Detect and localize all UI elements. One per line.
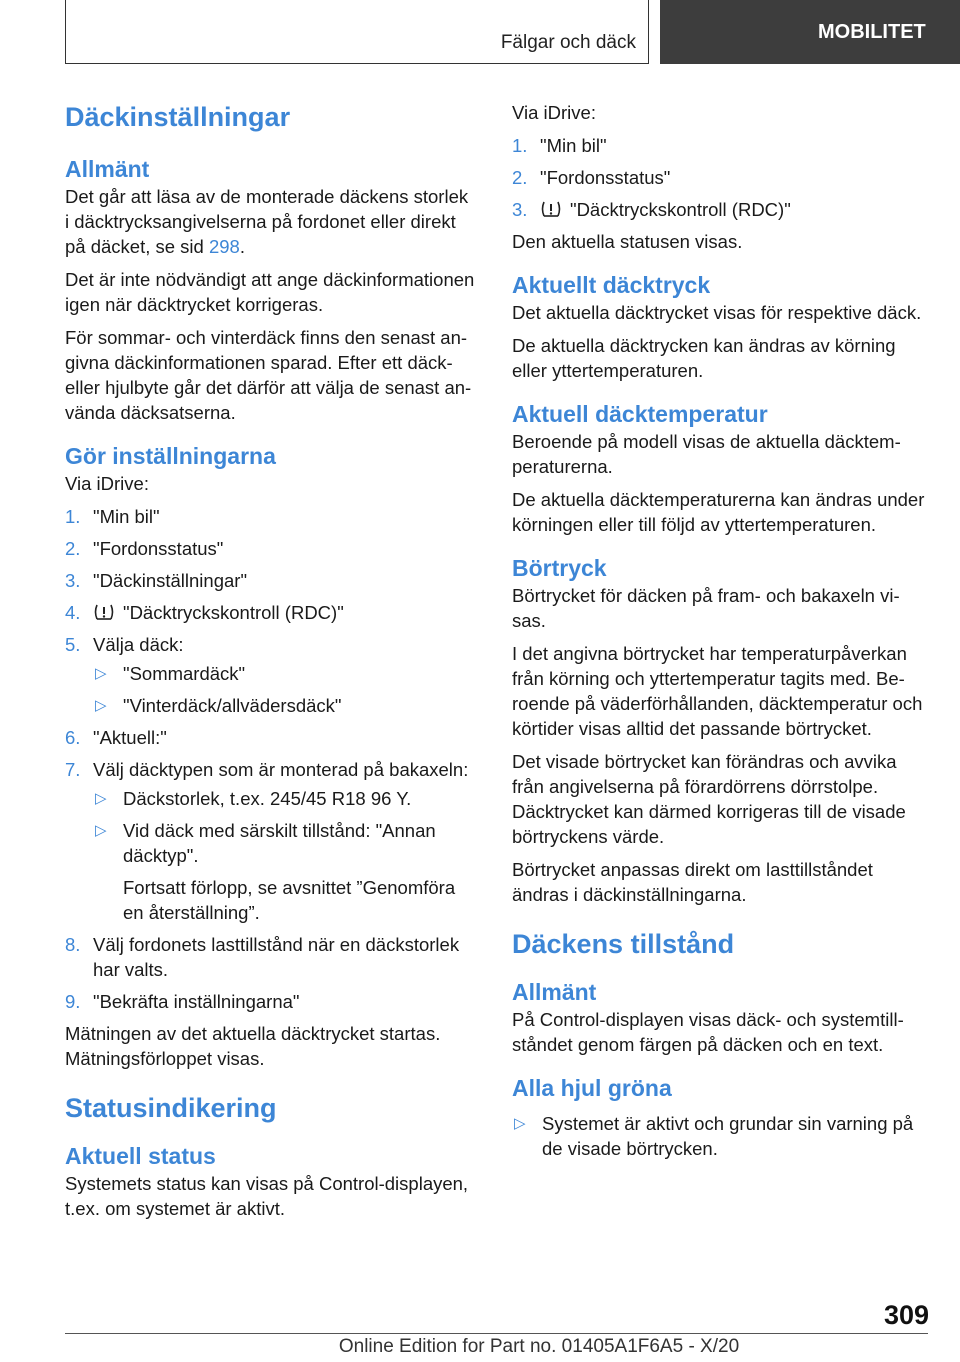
list-item: 3. "Däckinställningar" (65, 570, 248, 591)
paragraph-status-shown: Den aktuella statusen visas. (512, 231, 743, 252)
list-item: 4. "Däcktryckskontroll (RDC)" (65, 602, 344, 623)
list-item: 2. "Fordonsstatus" (65, 538, 224, 559)
right-column (512, 100, 927, 1161)
section-title: Fälgar och däck (500, 32, 636, 53)
paragraph-general: På Control-displayen visas däck- och systemtillståndet genom färgen på däcken och en text. (512, 1009, 904, 1055)
paragraph-temp-2: De aktuella däcktemperaturerna kan ändras under körningen eller till följd av yttertemperaturen. (512, 489, 925, 535)
paragraph-target-4: Börtrycket anpassas direkt om lasttillståndet ändras i däckinställningarna. (512, 859, 873, 905)
chapter-tab: MOBILITET (660, 0, 960, 64)
paragraph-summer-winter: För sommar- och vinterdäck finns den senast angivna däckinformationen sparad. Efter ett däck- eller hjulbyte går det därför att välja de senast använda däcksatserna. (65, 327, 472, 423)
heading-status-indication: Statusindikering (65, 1093, 277, 1123)
sub-item: ▷ "Vinterdäck/allvädersdäck" (95, 695, 342, 716)
heading-current-status: Aktuell status (65, 1143, 216, 1169)
heading-general-2: Allmänt (512, 979, 597, 1005)
heading-current-pressure: Aktuellt däcktryck (512, 272, 711, 298)
heading-tire-condition: Däckens tillstånd (512, 929, 735, 959)
paragraph-target-1: Börtrycket för däcken på fram- och bakaxeln visas. (512, 585, 900, 631)
left-column (65, 100, 477, 1221)
heading-current-temperature: Aktuell däcktemperatur (512, 401, 768, 427)
list-item: 8. Välj fordonets lasttillstånd när en däckstorlek har valts. (65, 934, 460, 980)
list-item: 9. "Bekräfta inställningarna" (65, 991, 300, 1012)
list-item: 1. "Min bil" (512, 135, 607, 156)
via-idrive: Via iDrive: (512, 102, 596, 123)
heading-make-settings: Gör inställningarna (65, 443, 276, 469)
tire-warning-icon (540, 200, 562, 218)
heading-tire-settings: Däckinställningar (65, 102, 291, 132)
list-item: 3. "Däcktryckskontroll (RDC)" (512, 199, 791, 220)
sub-item: ▷ Däckstorlek, t.ex. 245/45 R18 96 Y. (95, 788, 412, 809)
heading-all-wheels-green: Alla hjul gröna (512, 1075, 672, 1101)
paragraph-pressure-2: De aktuella däcktrycken kan ändras av körning eller yttertemperaturen. (512, 335, 896, 381)
list-item: 1. "Min bil" (65, 506, 160, 527)
via-idrive: Via iDrive: (65, 473, 149, 494)
sub-item: ▷ "Sommardäck" (95, 663, 246, 684)
settings-steps (65, 504, 477, 1014)
status-steps (512, 133, 927, 222)
list-item: 2. "Fordonsstatus" (512, 167, 671, 188)
sub-note: Fortsatt förlopp, se avsnittet ”Genomföra en återställning”. (123, 877, 456, 923)
list-item: 5. Välja däck: ▷ "Sommardäck" ▷ "Vinterdäck/allvädersdäck" (65, 632, 477, 718)
paragraph-target-2: I det angivna börtrycket har temperaturpåverkan från körning och yttertemperatur tagits med. Beroende på väderförhållanden, däcktemperatur och körtider visas alltid det passande börtrycket. (512, 643, 923, 739)
page-link[interactable]: 298 (208, 236, 240, 257)
paragraph-pressure-1: Det aktuella däcktrycket visas för respektive däck. (512, 302, 922, 323)
paragraph-target-3: Det visade börtrycket kan förändras och avvika från angivelserna på förardörrens dörrstolpe. Däcktrycket kan därmed korrigeras till de visade börtryckens värde. (512, 751, 906, 847)
footer-edition: Online Edition for Part no. 01405A1F6A5 - X/20 (338, 1336, 740, 1357)
bullet-green: ▷ Systemet är aktivt och grundar sin varning på de visade börtrycken. (514, 1113, 914, 1159)
heading-target-pressure: Börtryck (512, 555, 607, 581)
paragraph-measurement: Mätningen av det aktuella däcktrycket startas. Mätningsförloppet visas. (65, 1023, 441, 1069)
paragraph-tire-size: Det går att läsa av de monterade däckens storlek i däcktrycksangivelserna på fordonet eller direkt på däcket, se sid 298. (65, 186, 469, 257)
footer-divider (65, 1333, 928, 1334)
paragraph-temp-1: Beroende på modell visas de aktuella däcktemperaturerna. (512, 431, 901, 477)
list-item: 7. Välj däcktypen som är monterad på bakaxeln: ▷ Däckstorlek, t.ex. 245/45 R18 96 Y. ▷ Vid däck med särskilt tillstånd: "Annan däcktyp". Fortsatt förlopp, se avsnittet ”Genomföra en återställning”. (65, 757, 477, 925)
sub-item: ▷ Vid däck med särskilt tillstånd: "Annan däcktyp". (95, 820, 436, 866)
paragraph-no-reentry: Det är inte nödvändigt att ange däckinformationen igen när däcktrycket korrigeras. (65, 269, 475, 315)
list-item: 6. "Aktuell:" (65, 727, 167, 748)
tire-warning-icon (93, 603, 115, 621)
page-number: 309 (884, 1300, 930, 1330)
paragraph-status: Systemets status kan visas på Control-displayen, t.ex. om systemet är aktivt. (65, 1173, 469, 1219)
heading-general: Allmänt (65, 156, 150, 182)
